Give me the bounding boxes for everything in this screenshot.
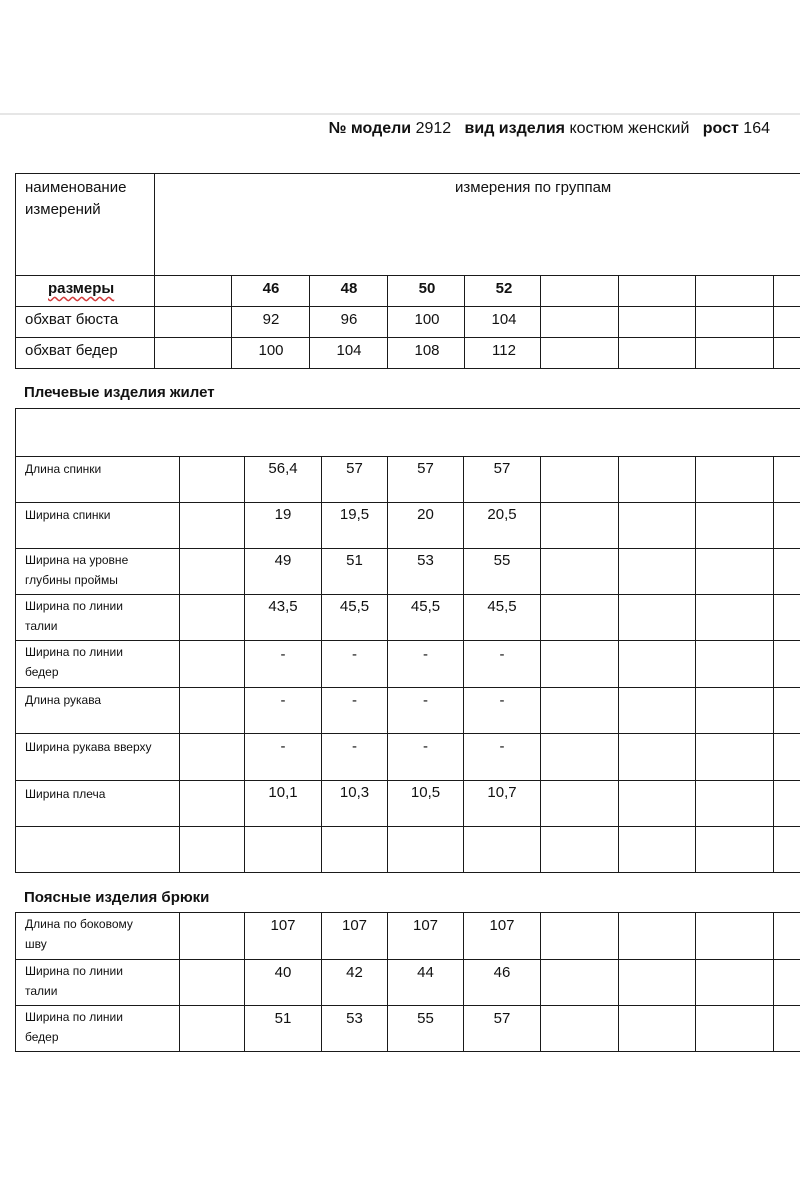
row-label xyxy=(25,596,175,636)
table-line xyxy=(15,912,800,913)
header-line: наименование xyxy=(25,179,127,196)
hips-50: 108 xyxy=(414,342,440,359)
table-line xyxy=(15,733,800,734)
row-label xyxy=(25,690,175,710)
label-line: Ширина на уровне xyxy=(25,553,129,567)
label-line: Ширина по линии xyxy=(25,1010,123,1024)
table-line xyxy=(15,173,16,369)
value-cell: 107 xyxy=(270,917,296,934)
value-cell: - xyxy=(423,692,428,709)
value-cell: 44 xyxy=(417,964,434,981)
height-value: 164 xyxy=(743,120,770,137)
row-label xyxy=(25,961,175,1001)
height-label: рост xyxy=(702,120,739,137)
value-cell: 55 xyxy=(493,552,511,569)
hips-52: 112 xyxy=(492,342,516,359)
label-line: талии xyxy=(25,984,58,998)
value-cell: - xyxy=(280,738,286,755)
page-edge-line xyxy=(0,113,800,115)
document-heading xyxy=(329,120,770,138)
label-line: Длина по боковому xyxy=(25,917,133,931)
table-line xyxy=(15,687,800,688)
row-label-hips: обхват бедер xyxy=(25,342,118,359)
row-label xyxy=(25,784,175,804)
label-line: Ширина рукава вверху xyxy=(25,740,152,754)
value-cell: 51 xyxy=(274,1010,292,1027)
value-cell: 10,5 xyxy=(410,784,441,801)
value-cell: 57 xyxy=(346,460,363,477)
label-line: Длина рукава xyxy=(25,693,102,707)
row-label xyxy=(25,737,175,757)
size-46: 46 xyxy=(262,280,280,297)
table-line xyxy=(15,1051,800,1052)
row-label xyxy=(25,459,175,479)
header-line: измерений xyxy=(25,201,101,218)
hips-48: 104 xyxy=(336,342,362,359)
value-cell: - xyxy=(499,692,505,709)
label-line: Длина спинки xyxy=(25,462,102,476)
value-cell: 19,5 xyxy=(339,506,370,523)
value-cell: - xyxy=(352,738,357,755)
top-blank-area xyxy=(0,0,800,113)
table-line xyxy=(15,173,800,174)
value-cell: 51 xyxy=(346,552,363,569)
table-line xyxy=(773,912,774,1052)
value-cell: 53 xyxy=(417,552,434,569)
table-line xyxy=(540,456,541,873)
value-cell: 107 xyxy=(341,917,368,934)
row-label xyxy=(25,1007,175,1047)
label-line: Ширина по линии xyxy=(25,645,123,659)
table-line xyxy=(179,912,180,1052)
value-cell: - xyxy=(499,738,505,755)
value-cell: 57 xyxy=(417,460,434,477)
value-cell: 46 xyxy=(493,964,511,981)
table-line xyxy=(15,275,800,276)
value-cell: 45,5 xyxy=(487,598,517,615)
label-line: глубины проймы xyxy=(25,573,118,587)
value-cell: 57 xyxy=(493,1010,511,1027)
header-groups: измерения по группам xyxy=(455,179,612,196)
table-line xyxy=(618,275,619,369)
size-50: 50 xyxy=(418,280,436,297)
value-cell: 45,5 xyxy=(339,598,370,615)
row-label-bust: обхват бюста xyxy=(25,311,119,328)
table-line xyxy=(540,912,541,1052)
label-line: бедер xyxy=(25,1030,59,1044)
value-cell: 56,4 xyxy=(268,460,298,477)
value-cell: - xyxy=(280,692,286,709)
bust-48: 96 xyxy=(340,311,358,328)
hips-46: 100 xyxy=(258,342,284,359)
value-cell: - xyxy=(423,738,428,755)
value-cell: 45,5 xyxy=(410,598,441,615)
table-line xyxy=(15,1005,800,1006)
type-label: вид изделия xyxy=(464,120,565,137)
value-cell: 10,7 xyxy=(487,784,517,801)
value-cell: 20 xyxy=(417,506,434,523)
table-line xyxy=(15,306,800,307)
value-cell: 49 xyxy=(274,552,292,569)
label-line: шву xyxy=(25,937,47,951)
label-line: талии xyxy=(25,619,58,633)
value-cell: - xyxy=(280,646,286,663)
table-line xyxy=(618,912,619,1052)
table-line xyxy=(15,959,800,960)
value-cell: 40 xyxy=(274,964,292,981)
value-cell: - xyxy=(352,692,357,709)
section-title-trousers: Поясные изделия брюки xyxy=(24,889,210,906)
value-cell: 107 xyxy=(412,917,439,934)
row-label xyxy=(25,505,175,525)
table-line xyxy=(695,912,696,1052)
bust-50: 100 xyxy=(414,311,440,328)
value-cell: 10,3 xyxy=(339,784,370,801)
table-line xyxy=(15,912,16,1052)
table-line xyxy=(15,872,800,873)
section-title-vest: Плечевые изделия жилет xyxy=(24,384,215,401)
value-cell: - xyxy=(352,646,357,663)
label-line: Ширина по линии xyxy=(25,964,123,978)
row-label xyxy=(25,914,175,954)
size-48: 48 xyxy=(340,280,358,297)
value-cell: 55 xyxy=(417,1010,434,1027)
model-value: 2912 xyxy=(415,120,452,137)
value-cell: 43,5 xyxy=(268,598,298,615)
table-line xyxy=(15,640,800,641)
label-line: Ширина плеча xyxy=(25,787,106,801)
table-line xyxy=(773,456,774,873)
table-line xyxy=(773,275,774,369)
value-cell: 19 xyxy=(274,506,292,523)
value-cell: 107 xyxy=(489,917,515,934)
value-cell: 10,1 xyxy=(268,784,298,801)
value-cell: 42 xyxy=(346,964,363,981)
value-cell: - xyxy=(499,646,505,663)
table-line xyxy=(179,456,180,873)
table-line xyxy=(15,408,800,409)
model-label: № модели xyxy=(328,120,412,137)
table-line xyxy=(154,173,155,369)
bust-52: 104 xyxy=(491,311,517,328)
table-line xyxy=(15,456,800,457)
size-52: 52 xyxy=(495,280,513,297)
header-measurement-name xyxy=(25,177,126,221)
value-cell: 53 xyxy=(346,1010,363,1027)
row-label xyxy=(25,642,175,682)
type-value: костюм женский xyxy=(569,120,690,137)
value-cell: 57 xyxy=(493,460,511,477)
table-line xyxy=(15,826,800,827)
table-line xyxy=(15,368,800,369)
table-line xyxy=(695,275,696,369)
table-line xyxy=(618,456,619,873)
table-line xyxy=(15,502,800,503)
sizes-label: размеры xyxy=(48,280,115,297)
table-line xyxy=(695,456,696,873)
value-cell: 20,5 xyxy=(487,506,517,523)
table-line xyxy=(15,408,16,873)
table-line xyxy=(15,548,800,549)
label-line: бедер xyxy=(25,665,59,679)
value-cell: - xyxy=(423,646,428,663)
label-line: Ширина спинки xyxy=(25,508,111,522)
label-line: Ширина по линии xyxy=(25,599,123,613)
row-label xyxy=(25,550,175,590)
table-line xyxy=(15,337,800,338)
table-line xyxy=(15,594,800,595)
bust-46: 92 xyxy=(262,311,280,328)
table-line xyxy=(15,780,800,781)
